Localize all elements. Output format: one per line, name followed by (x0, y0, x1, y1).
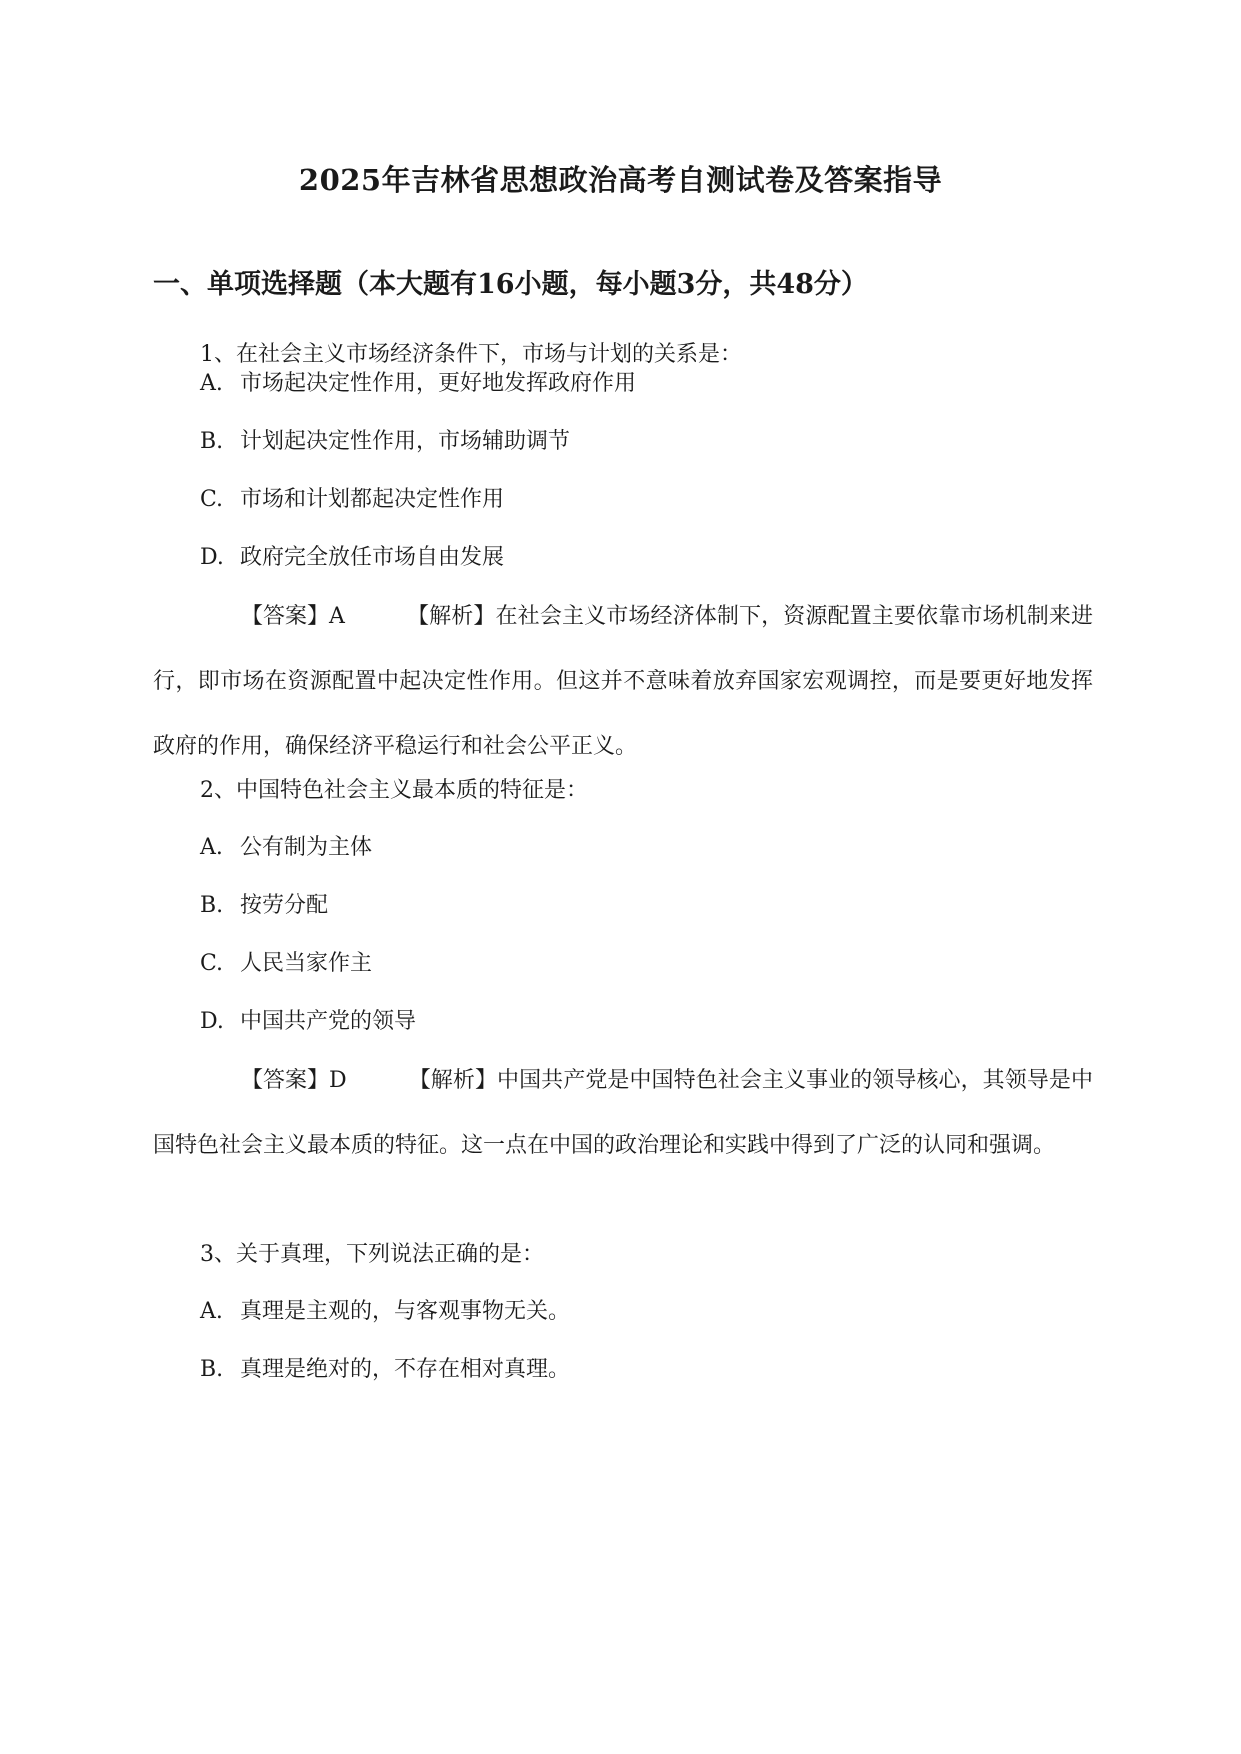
option-letter: A. (200, 1299, 223, 1324)
option-text: 中国共产党的领导 (240, 1009, 417, 1034)
analysis-text: 【解析】在社会主义市场经济体制下，资源配置主要依靠市场机制来进行，即市场在资源配置中起决定性作用。但这并不意味着放弃国家宏观调控，而是要更好地发挥政府的作用，确保经济平稳运行和社会公平正义。 (153, 604, 1093, 759)
question-2-option-a (200, 832, 372, 864)
question-1-option-c (200, 484, 504, 516)
question-2-answer-analysis (153, 1048, 1093, 1178)
document-title: 2025年吉林省思想政治高考自测试卷及答案指导 (298, 163, 943, 197)
option-text: 市场起决定性作用，更好地发挥政府作用 (240, 371, 637, 396)
question-3-option-a (200, 1296, 570, 1328)
option-letter: D. (200, 1009, 224, 1034)
question-2-option-c (200, 948, 372, 980)
section-heading: 一、单项选择题（本大题有16小题，每小题3分，共48分） (153, 269, 868, 300)
analysis-text: 【解析】中国共产党是中国特色社会主义事业的领导核心，其领导是中国特色社会主义最本质的特征。这一点在中国的政治理论和实践中得到了广泛的认同和强调。 (153, 1068, 1093, 1158)
option-text: 计划起决定性作用，市场辅助调节 (240, 429, 571, 454)
question-1-stem: 1、在社会主义市场经济条件下，市场与计划的关系是： (200, 342, 742, 367)
answer-label: 【答案】D (241, 1068, 347, 1093)
option-letter: A. (200, 835, 223, 860)
question-3-stem: 3、关于真理，下列说法正确的是： (200, 1242, 544, 1267)
option-letter: B. (200, 1357, 224, 1382)
option-letter: A. (200, 371, 223, 396)
answer-label: 【答案】A (241, 604, 345, 629)
option-text: 政府完全放任市场自由发展 (240, 545, 505, 570)
option-text: 人民当家作主 (240, 951, 373, 976)
option-text: 市场和计划都起决定性作用 (240, 487, 505, 512)
option-text: 真理是绝对的，不存在相对真理。 (240, 1357, 571, 1382)
question-1-option-d (200, 542, 504, 574)
option-text: 公有制为主体 (240, 835, 373, 860)
question-2-option-d (200, 1006, 416, 1038)
option-letter: C. (200, 487, 224, 512)
question-2-option-b (200, 890, 328, 922)
question-1-answer-analysis (153, 584, 1093, 779)
question-1-option-b (200, 426, 570, 458)
question-2-stem: 2、中国特色社会主义最本质的特征是： (200, 778, 588, 803)
option-letter: D. (200, 545, 224, 570)
question-1-option-a (200, 368, 636, 400)
option-letter: B. (200, 429, 224, 454)
option-letter: C. (200, 951, 224, 976)
option-text: 按劳分配 (240, 893, 329, 918)
option-text: 真理是主观的，与客观事物无关。 (240, 1299, 571, 1324)
option-letter: B. (200, 893, 224, 918)
question-3-option-b (200, 1354, 570, 1386)
